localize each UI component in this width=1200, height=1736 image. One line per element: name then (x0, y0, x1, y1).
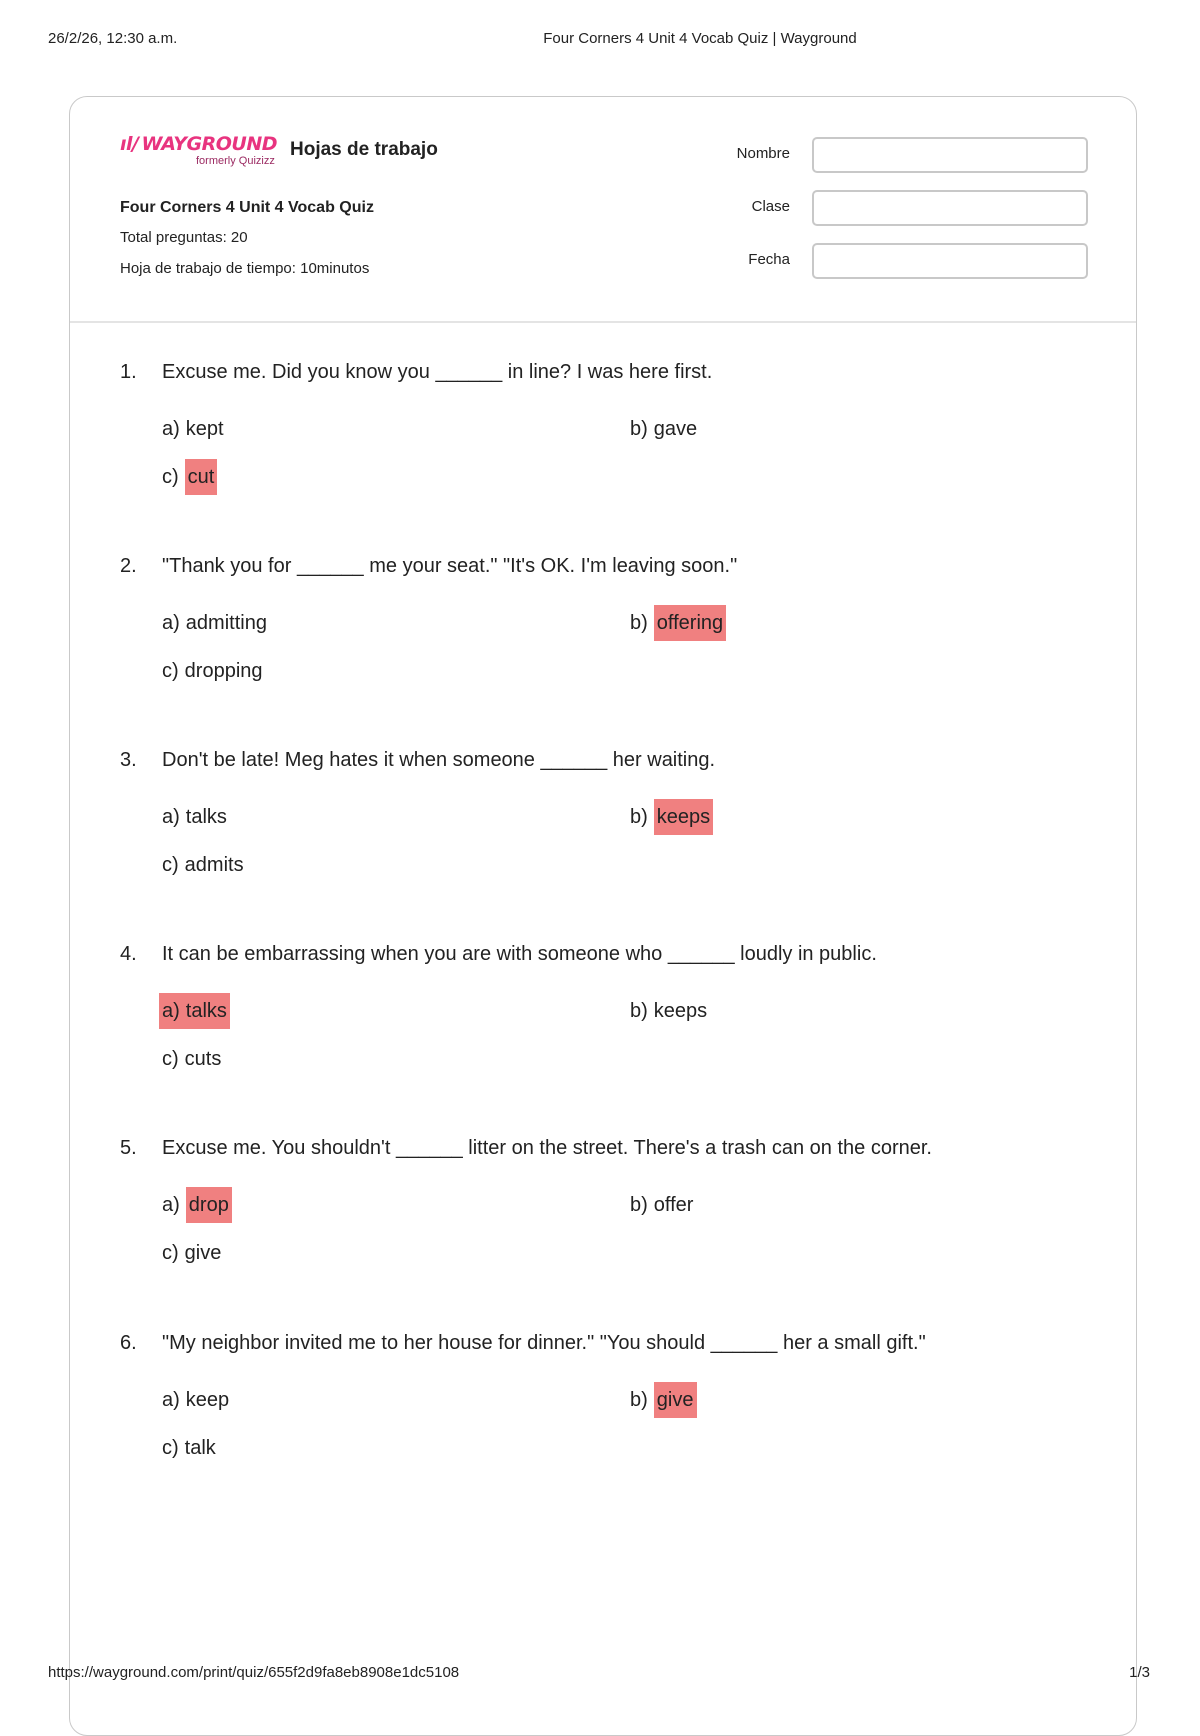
option-a[interactable]: a) keep (162, 1389, 230, 1411)
logo-subtitle: formerly Quizizz (196, 155, 275, 167)
option-c[interactable]: c) dropping (162, 660, 263, 682)
question-number: 2. (120, 555, 137, 577)
name-label: Nombre (736, 145, 790, 162)
worksheet-header (70, 97, 1136, 323)
option-b-correct[interactable]: b) offering (630, 605, 726, 641)
logo-mark-icon: ıl/ (120, 133, 139, 155)
question-number: 6. (120, 1332, 137, 1354)
option-b-correct[interactable]: b) give (630, 1382, 697, 1418)
question-text: Don't be late! Meg hates it when someone ______ her waiting. (162, 749, 716, 771)
class-label: Clase (751, 198, 790, 215)
option-b[interactable]: b) offer (630, 1194, 694, 1216)
print-title: Four Corners 4 Unit 4 Vocab Quiz | Wayground (543, 30, 857, 47)
question-number: 3. (120, 749, 137, 771)
option-c[interactable]: c) cuts (162, 1048, 222, 1070)
question-text: "Thank you for ______ me your seat." "It's OK. I'm leaving soon." (162, 555, 738, 577)
quiz-title: Four Corners 4 Unit 4 Vocab Quiz (120, 199, 374, 216)
option-c[interactable]: c) give (162, 1242, 222, 1264)
print-url: https://wayground.com/print/quiz/655f2d9fa8eb8908e1dc5108 (48, 1664, 460, 1681)
question-number: 5. (120, 1137, 137, 1159)
option-a[interactable]: a) admitting (162, 612, 267, 634)
option-b[interactable]: b) keeps (630, 1000, 708, 1022)
print-date: 26/2/26, 12:30 a.m. (48, 30, 178, 47)
option-a[interactable]: a) kept (162, 418, 224, 440)
worksheet-time: Hoja de trabajo de tiempo: 10minutos (120, 260, 370, 277)
question-number: 4. (120, 943, 137, 965)
option-c[interactable]: c) talk (162, 1437, 216, 1459)
wayground-logo (120, 133, 277, 167)
option-a[interactable]: a) talks (162, 806, 227, 828)
class-field[interactable] (812, 190, 1088, 226)
logo-word: WAYGROUND (141, 133, 278, 155)
option-a-correct[interactable]: a) drop (162, 1187, 232, 1223)
option-c[interactable]: c) admits (162, 854, 244, 876)
worksheet (69, 96, 1137, 1736)
question-text: Excuse me. You shouldn't ______ litter on the street. There's a trash can on the corner. (162, 1137, 932, 1159)
option-b[interactable]: b) gave (630, 418, 698, 440)
page-number: 1/3 (1129, 1664, 1150, 1681)
sheet-type: Hojas de trabajo (290, 139, 438, 160)
option-b-correct[interactable]: b) keeps (630, 799, 713, 835)
question-text: Excuse me. Did you know you ______ in line? I was here first. (162, 361, 713, 383)
total-questions: Total preguntas: 20 (120, 229, 248, 246)
question-text: It can be embarrassing when you are with someone who ______ loudly in public. (162, 943, 877, 965)
question-text: "My neighbor invited me to her house for dinner." "You should ______ her a small gift." (162, 1332, 926, 1354)
option-c-correct[interactable]: c) cut (162, 459, 217, 495)
question-number: 1. (120, 361, 137, 383)
option-a-correct[interactable]: a) talks (159, 993, 230, 1029)
name-field[interactable] (812, 137, 1088, 173)
date-field[interactable] (812, 243, 1088, 279)
date-label: Fecha (748, 251, 790, 268)
